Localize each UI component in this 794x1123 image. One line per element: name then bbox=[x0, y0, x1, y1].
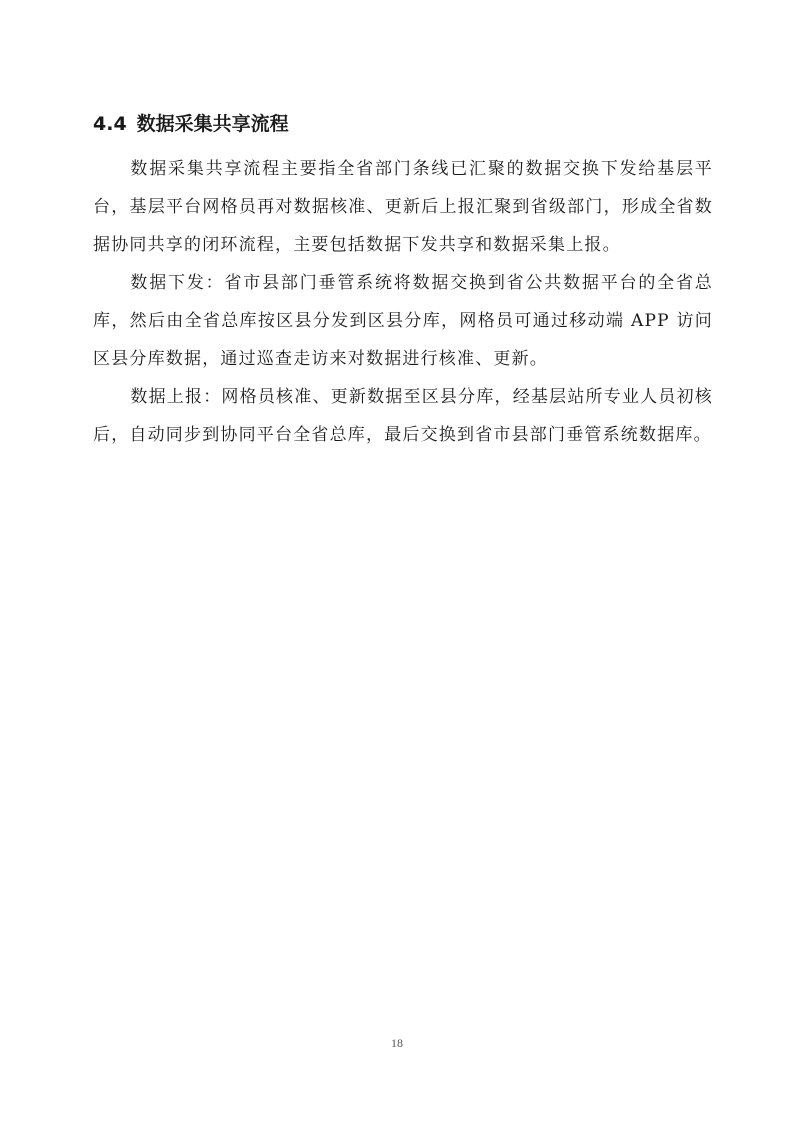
body-text bbox=[93, 150, 713, 454]
section-title: 数据采集共享流程 bbox=[136, 113, 289, 135]
paragraph-data-distribution: 数据下发：省市县部门垂管系统将数据交换到省公共数据平台的全省总库，然后由全省总库按区县分发到区县分库，网格员可通过移动端 APP 访问区县分库数据，通过巡查走访来对数据进行核准、更新。 bbox=[93, 273, 713, 369]
paragraph-data-reporting: 数据上报：网格员核准、更新数据至区县分库，经基层站所专业人员初核后，自动同步到协同平台全省总库，最后交换到省市县部门垂管系统数据库。 bbox=[93, 387, 713, 445]
page-number: 18 bbox=[391, 1036, 403, 1050]
section-heading bbox=[93, 110, 289, 138]
section-number: 4.4 bbox=[93, 113, 127, 135]
paragraph-overview: 数据采集共享流程主要指全省部门条线已汇聚的数据交换下发给基层平台，基层平台网格员再对数据核准、更新后上报汇聚到省级部门，形成全省数据协同共享的闭环流程，主要包括数据下发共享和数据采集上报。 bbox=[93, 159, 713, 255]
